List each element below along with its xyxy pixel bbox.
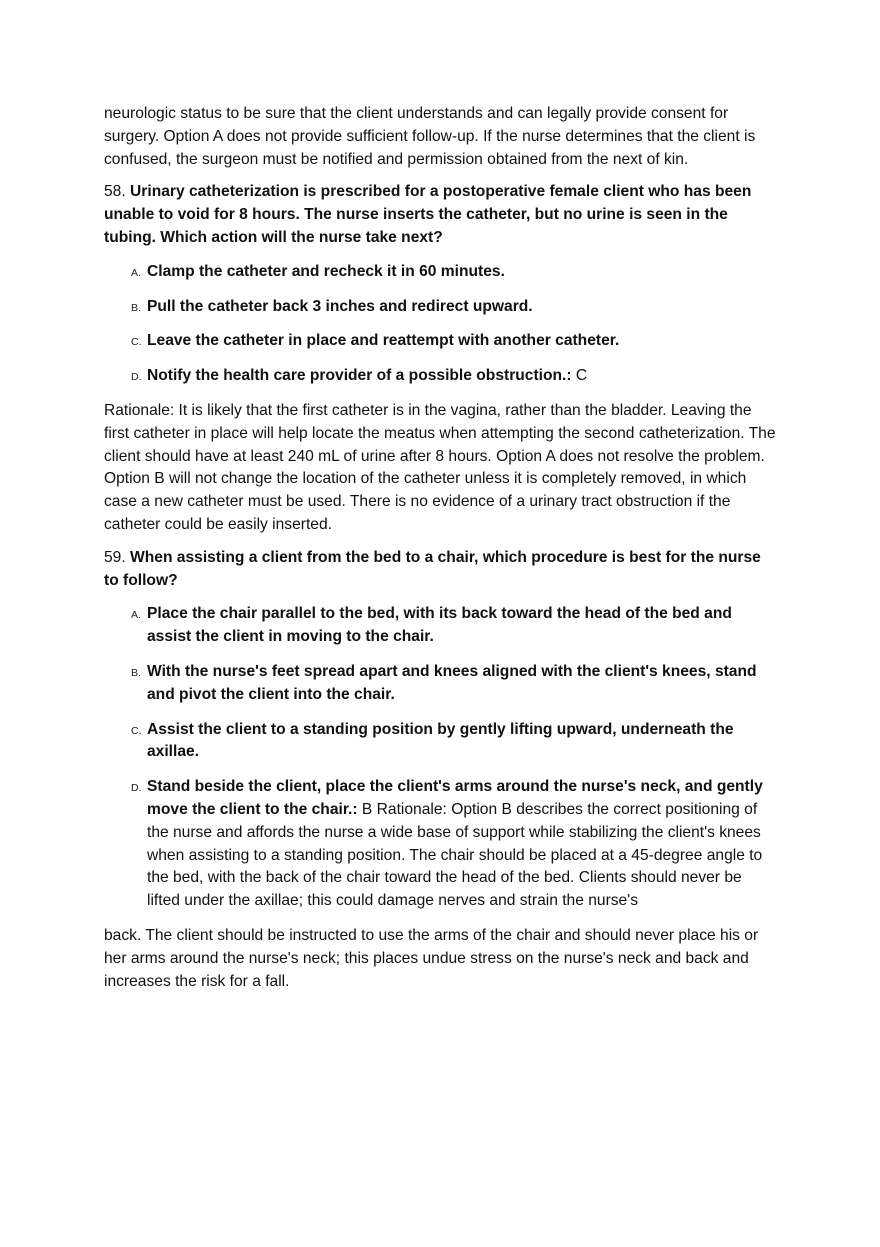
q59-option-d <box>104 776 776 913</box>
question-58 <box>104 181 776 249</box>
q58-option-d <box>104 365 776 388</box>
q59-option-c-text: Assist the client to a standing position by gently lifting upward, underneath the axillae. <box>147 720 734 761</box>
q59-option-b-letter: B. <box>131 666 141 679</box>
question-59-options <box>104 603 776 913</box>
question-59 <box>104 547 776 593</box>
q58-option-a-text: Clamp the catheter and recheck it in 60 minutes. <box>147 262 505 280</box>
page-content <box>104 103 776 1003</box>
continuation-paragraph: neurologic status to be sure that the client understands and can legally provide consent for surgery. Option A does not provide sufficient follow-up. If the nurse determines that the client is confused, the surgeon must be notified and permission obtained from the next of kin. <box>104 105 756 168</box>
q59-option-a-letter: A. <box>131 609 141 622</box>
q58-option-a-letter: A. <box>131 266 141 279</box>
q58-option-d-letter: D. <box>131 371 142 384</box>
q59-option-b <box>104 661 776 707</box>
q58-option-c <box>104 330 776 353</box>
q59-answer-rationale: B Rationale: Option B describes the correct positioning of the nurse and affords the nurse a wide base of support while stabilizing the client's knees when assisting to a standing position. The chair should be placed at a 45-degree angle to the bed, with the back of the chair toward the head of the bed. Clients should never be lifted under the axillae; this could damage nerves and strain the nurse's <box>147 800 763 910</box>
q59-option-d-letter: D. <box>131 782 142 795</box>
q58-rationale: Rationale: It is likely that the first catheter is in the vagina, rather than the bladder. Leaving the first catheter in place will help locate the meatus when attempting the second catheterization. The client should have at least 240 mL of urine after 8 hours. Option A does not resolve the problem. Option B will not change the location of the catheter unless it is completely removed, in which case a new catheter must be used. There is no evidence of a urinary tract obstruction if the catheter could be easily inserted. <box>104 401 776 533</box>
question-59-number: 59. <box>104 548 126 566</box>
q59-option-c-letter: C. <box>131 724 142 737</box>
question-59-text: When assisting a client from the bed to a chair, which procedure is best for the nurse to follow? <box>104 548 761 589</box>
question-58-number: 58. <box>104 183 126 201</box>
q58-answer: C <box>575 367 588 385</box>
q58-option-c-text: Leave the catheter in place and reattempt with another catheter. <box>147 332 620 350</box>
question-58-text: Urinary catheterization is prescribed for a postoperative female client who has been unable to void for 8 hours. The nurse inserts the catheter, but no urine is seen in the tubing. Which action will the nurse take next? <box>104 183 752 246</box>
q59-option-d-text: Stand beside the client, place the client's arms around the nurse's neck, and gently move the client to the chair.: <box>147 778 763 818</box>
q59-option-c <box>104 719 776 765</box>
q58-option-d-text: Notify the health care provider of a possible obstruction.: <box>147 367 572 385</box>
q59-option-a-text: Place the chair parallel to the bed, with its back toward the head of the bed and assist the client in moving to the chair. <box>147 605 732 646</box>
q59-option-b-text: With the nurse's feet spread apart and knees aligned with the client's knees, stand and pivot the client into the chair. <box>147 662 757 703</box>
q59-option-a <box>104 603 776 649</box>
q58-option-b-letter: B. <box>131 301 141 314</box>
question-58-options <box>104 261 776 388</box>
q58-option-c-letter: C. <box>131 336 142 349</box>
q58-option-b-text: Pull the catheter back 3 inches and redirect upward. <box>147 297 533 315</box>
q58-option-b <box>104 296 776 319</box>
q59-rationale-tail: back. The client should be instructed to use the arms of the chair and should never place his or her arms around the nurse's neck; this places undue stress on the nurse's neck and back and increases the risk for a fall. <box>104 926 759 990</box>
q58-option-a <box>104 261 776 284</box>
